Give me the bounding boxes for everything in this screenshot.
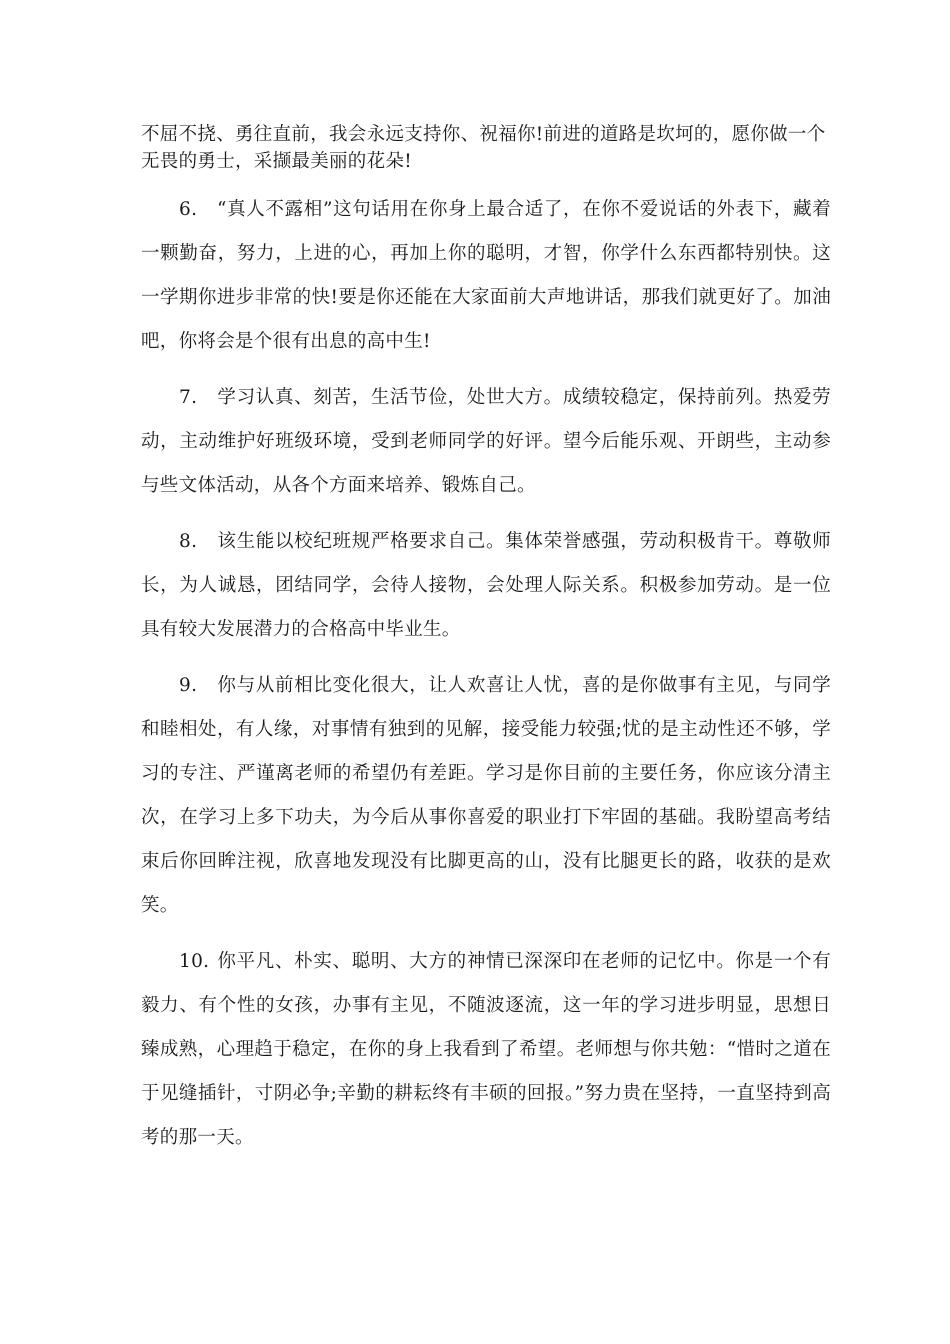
lead-paragraph: 不屈不挠、勇往直前，我会永远支持你、祝福你!前进的道路是坎坷的，愿你做一个无畏的勇士，采撷最美丽的花朵! [141,124,826,172]
item-text: 学习认真、刻苦，生活节俭，处世大方。成绩较稳定，保持前列。热爱劳动，主动维护好班级环境，受到老师同学的好评。望今后能乐观、开朗些，主动参与些文体活动，从各个方面来培养、锻炼自己。 [141,387,831,496]
list-item-8 [141,520,831,652]
list-item-10 [141,940,831,1160]
item-text: 你与从前相比变化很大，让人欢喜让人忧，喜的是你做事有主见，与同学和睦相处，有人缘，对事情有独到的见解，接受能力较强;忧的是主动性还不够，学习的专注、严谨离老师的希望仍有差距。学习是你目前的主要任务，你应该分清主次，在学习上多下功夫，为今后从事你喜爱的职业打下牢固的基础。我盼望高考结束后你回眸注视，欣喜地发现没有比脚更高的山，没有比腿更长的路，收获的是欢笑。 [141,675,831,916]
item-number: 6. [179,199,198,220]
item-text: 该生能以校纪班规严格要求自己。集体荣誉感强，劳动积极肯干。尊敬师长，为人诚恳，团结同学，会待人接物，会处理人际关系。积极参加劳动。是一位具有较大发展潜力的合格高中毕业生。 [141,531,831,640]
item-number: 10. [179,951,210,972]
item-text: 你平凡、朴实、聪明、大方的神情已深深印在老师的记忆中。你是一个有毅力、有个性的女孩，办事有主见，不随波逐流，这一年的学习进步明显，思想日臻成熟，心理趋于稳定，在你的身上我看到了希望。老师想与你共勉：“惜时之道在于见缝插针，寸阴必争;辛勤的耕耘终有丰硕的回报。”努力贵在坚持，一直坚持到高考的那一天。 [141,951,831,1148]
list-item-9 [141,664,831,928]
list-item-7 [141,376,831,508]
item-number: 8. [179,531,198,552]
item-text: “真人不露相”这句话用在你身上最合适了，在你不爱说话的外表下，藏着一颗勤奋，努力，上进的心，再加上你的聪明，才智，你学什么东西都特别快。这一学期你进步非常的快!要是你还能在大家面前大声地讲话，那我们就更好了。加油吧，你将会是个很有出息的高中生! [141,199,831,352]
item-number: 7. [179,387,198,408]
list-item-6 [141,188,831,364]
item-number: 9. [179,675,198,696]
document-body [141,121,831,1172]
